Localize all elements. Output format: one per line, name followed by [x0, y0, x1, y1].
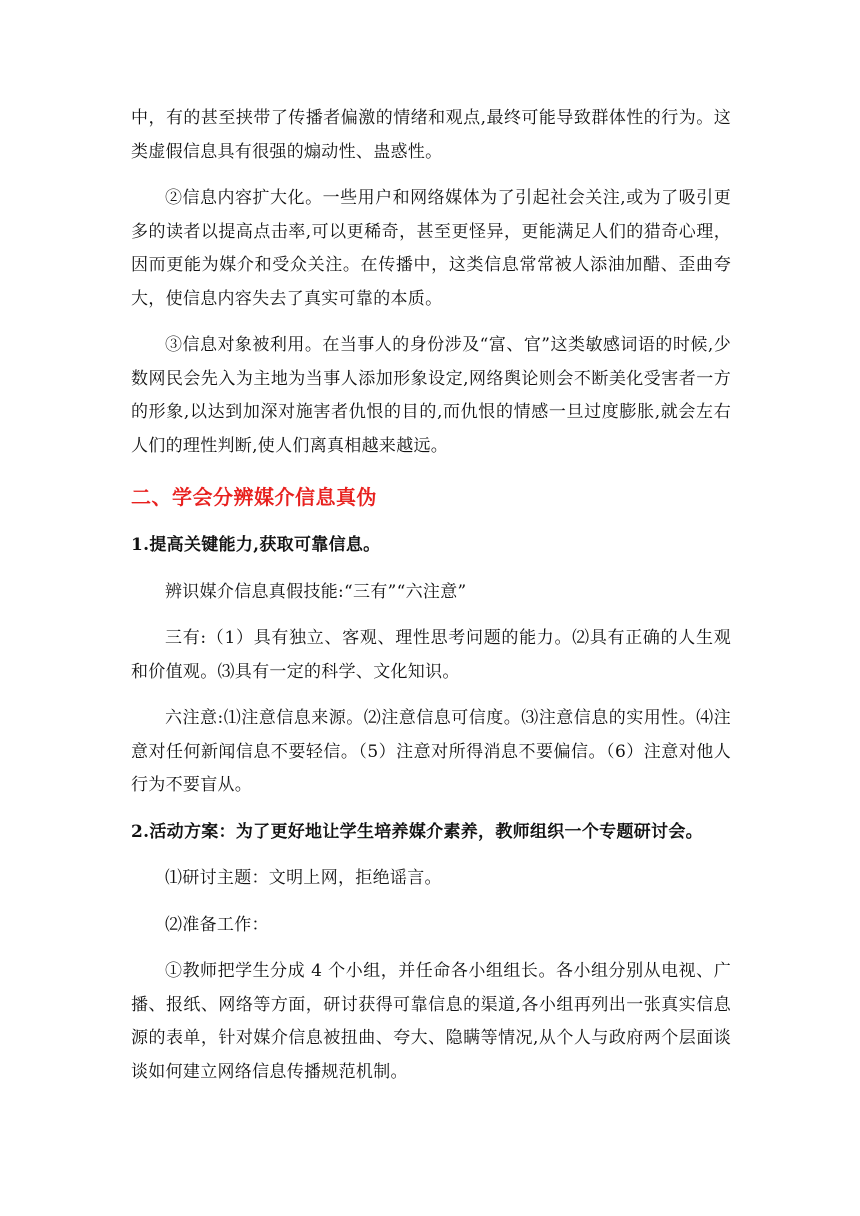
six-notes: 六注意:⑴注意信息来源。⑵注意信息可信度。⑶注意信息的实用性。⑷注意对任何新闻信息不要轻信。（5）注意对所得消息不要偏信。（6）注意对他人行为不要盲从。: [131, 708, 731, 795]
prep-step-1: ①教师把学生分成 4 个小组，并任命各小组组长。各小组分别从电视、广播、报纸、网络等方面，研讨获得可靠信息的渠道,各小组再列出一张真实信息源的表单，针对媒介信息被扭曲、夸大、隐瞒等情况,从个人与政府两个层面谈谈如何建立网络信息传播规范机制。: [131, 961, 731, 1082]
document-body: [131, 102, 731, 1089]
paragraph-continuation: 中，有的甚至挟带了传播者偏激的情绪和观点,最终可能导致群体性的行为。这类虚假信息具有很强的煽动性、蛊惑性。: [131, 108, 731, 162]
three-haves: 三有:（1）具有独立、客观、理性思考问题的能力。⑵具有正确的人生观和价值观。⑶具有一定的科学、文化知识。: [131, 628, 731, 682]
subsection-title-1: 1.提高关键能力,获取可靠信息。: [131, 535, 381, 555]
subsection-title-2: 2.活动方案：为了更好地让学生培养媒介素养，教师组织一个专题研讨会。: [131, 821, 703, 842]
paragraph-object-exploited: ③信息对象被利用。在当事人的身份涉及“富、官”这类敏感词语的时候,少数网民会先入为主地为当事人添加形象设定,网络舆论则会不断美化受害者一方的形象,以达到加深对施害者仇恨的目的,而仇恨的情感一旦过度膨胀,就会左右人们的理性判断,使人们离真相越来越远。: [131, 335, 731, 456]
paragraph-content-expansion: ②信息内容扩大化。一些用户和网络媒体为了引起社会关注,或为了吸引更多的读者以提高点击率,可以更稀奇，甚至更怪异，更能满足人们的猎奇心理，因而更能为媒介和受众关注。在传播中，这类信息常常被人添油加醋、歪曲夸大，使信息内容失去了真实可靠的本质。: [131, 188, 731, 309]
topic-line: ⑴研讨主题：文明上网，拒绝谣言。: [165, 868, 442, 888]
prep-line: ⑵准备工作：: [165, 914, 269, 935]
skills-intro: 辨识媒介信息真假技能:“三有”“六注意”: [165, 581, 467, 602]
section-heading: 二、学会分辨媒介信息真伪: [131, 485, 377, 509]
